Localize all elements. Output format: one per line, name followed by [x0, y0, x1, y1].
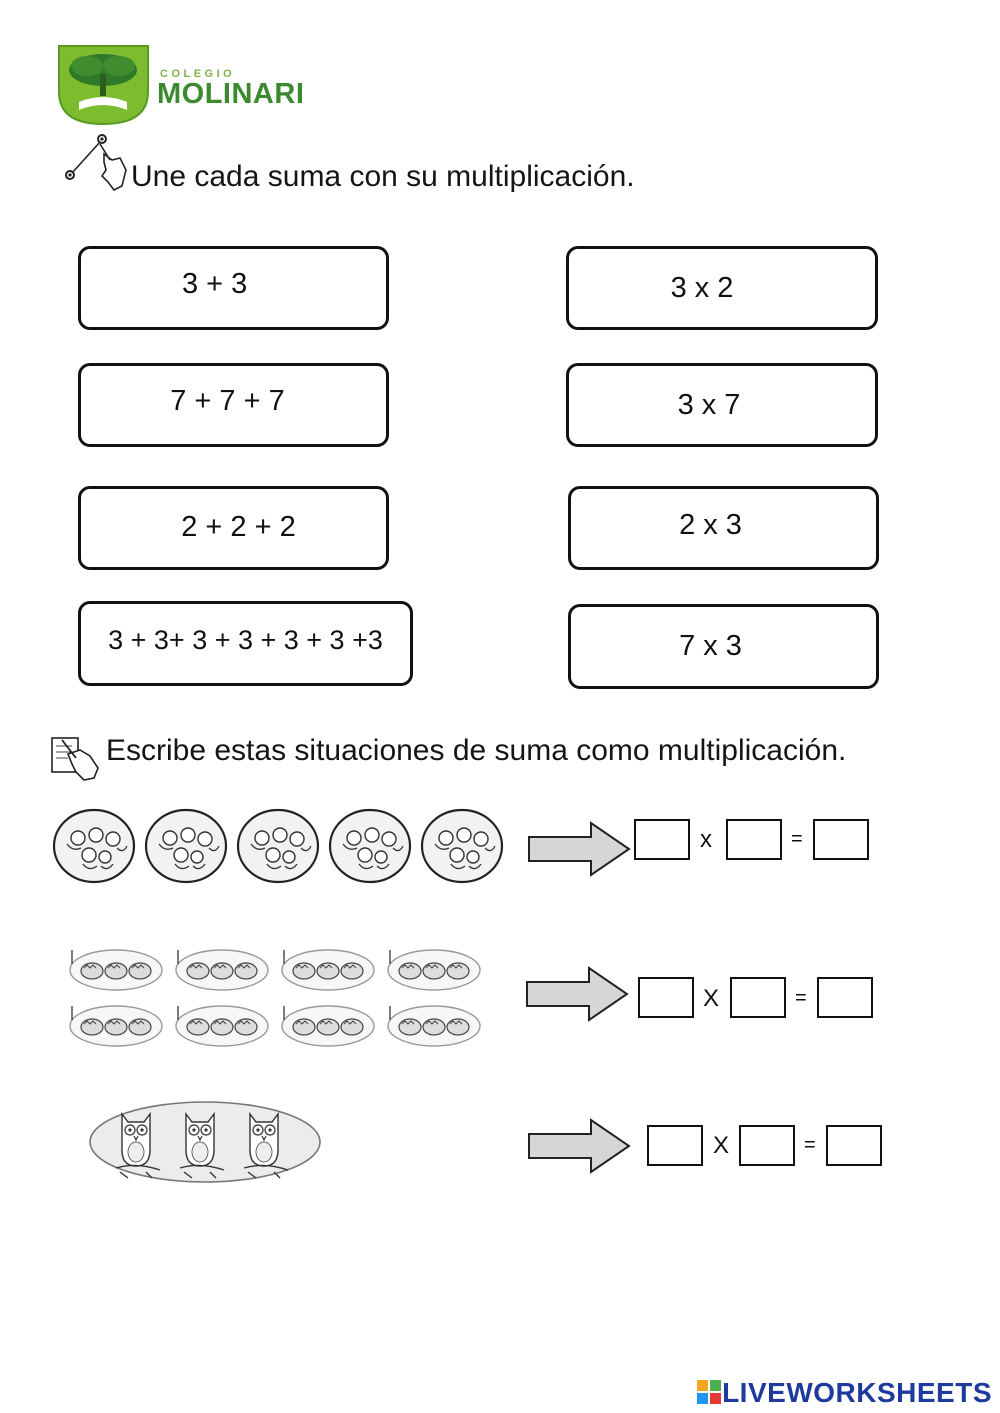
- owl-group-icon: [88, 1100, 322, 1184]
- right-arrow-icon: [527, 821, 631, 877]
- monkey-groups-icon: [53, 808, 508, 884]
- equals-sign: =: [791, 828, 803, 850]
- answer-box-factor-2[interactable]: [726, 819, 782, 860]
- writing-hand-icon: [50, 734, 102, 782]
- sum-label: 3 + 3+ 3 + 3 + 3 + 3 +3: [108, 625, 383, 655]
- equals-sign: =: [804, 1134, 816, 1156]
- sum-box[interactable]: [78, 363, 389, 447]
- equals-sign: =: [795, 987, 807, 1009]
- right-arrow-icon: [527, 1118, 631, 1174]
- multiplication-label: 3 x 7: [677, 388, 741, 421]
- answer-box-product[interactable]: [826, 1125, 882, 1166]
- sum-label: 7 + 7 + 7: [170, 384, 285, 417]
- sum-label: 3 + 3: [182, 267, 248, 300]
- multiplication-label: 2 x 3: [679, 508, 742, 541]
- liveworksheets-logo-icon: [697, 1380, 721, 1404]
- logo-small-text: COLEGIO: [160, 68, 236, 80]
- multiplication-box[interactable]: [568, 604, 879, 689]
- sum-box[interactable]: [78, 486, 389, 570]
- right-arrow-icon: [525, 966, 629, 1022]
- liveworksheets-brand: LIVEWORKSHEETS: [722, 1377, 992, 1408]
- sum-label: 2 + 2 + 2: [181, 510, 296, 543]
- multiplication-box[interactable]: [566, 363, 878, 447]
- answer-box-factor-2[interactable]: [730, 977, 786, 1018]
- multiplication-box[interactable]: [566, 246, 878, 330]
- logo-name: MOLINARI: [157, 78, 305, 110]
- instruction-match: Une cada suma con su multiplicación.: [131, 160, 635, 193]
- pointer-hand-icon: [60, 130, 130, 192]
- times-sign: X: [703, 985, 720, 1012]
- sum-box[interactable]: [78, 246, 389, 330]
- times-sign: x: [700, 826, 712, 853]
- school-logo-icon: [57, 44, 150, 126]
- answer-box-factor-1[interactable]: [634, 819, 690, 860]
- answer-box-factor-1[interactable]: [638, 977, 694, 1018]
- multiplication-label: 3 x 2: [670, 271, 734, 304]
- answer-box-product[interactable]: [817, 977, 873, 1018]
- multiplication-box[interactable]: [568, 486, 879, 570]
- answer-box-factor-2[interactable]: [739, 1125, 795, 1166]
- instruction-write: Escribe estas situaciones de suma como multiplicación.: [106, 734, 847, 767]
- hedgehog-groups-icon: [68, 946, 488, 1054]
- answer-box-factor-1[interactable]: [647, 1125, 703, 1166]
- sum-box[interactable]: [78, 601, 413, 686]
- multiplication-label: 7 x 3: [679, 630, 742, 662]
- times-sign: X: [713, 1132, 730, 1159]
- answer-box-product[interactable]: [813, 819, 869, 860]
